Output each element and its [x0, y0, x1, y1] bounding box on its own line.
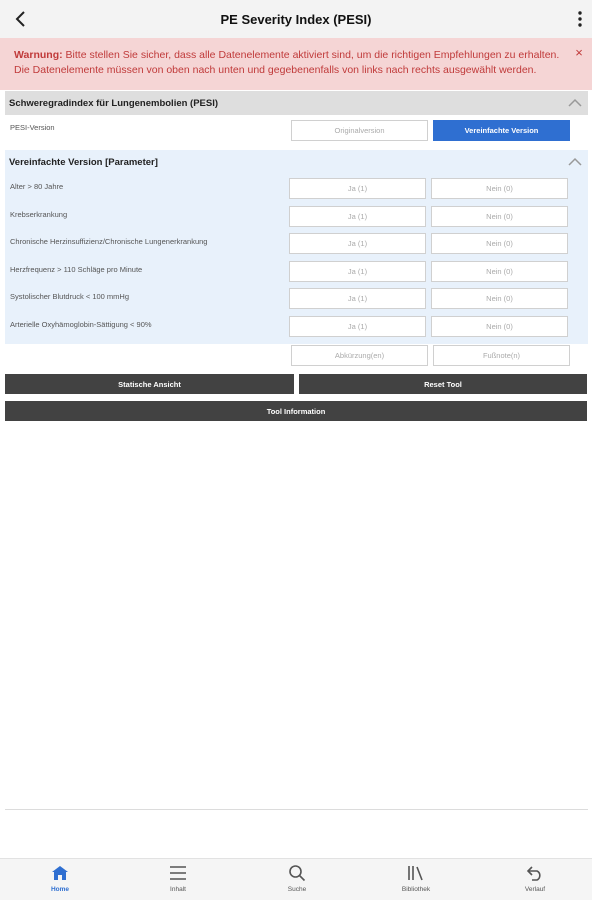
option-yes-heart-rate[interactable]: Ja (1): [289, 261, 426, 282]
option-yes-cancer[interactable]: Ja (1): [289, 206, 426, 227]
nav-suche-label: Suche: [287, 886, 307, 893]
section-title-parameters: Vereinfachte Version [Parameter]: [9, 156, 158, 168]
library-icon: [405, 863, 427, 883]
footnotes-button[interactable]: Fußnote(n): [433, 345, 570, 366]
param-label-cancer: Krebserkrankung: [10, 210, 68, 219]
reset-tool-button[interactable]: Reset Tool: [299, 374, 587, 394]
page-title: PE Severity Index (PESI): [220, 11, 372, 27]
search-icon: [286, 863, 308, 883]
parameters-block: [5, 174, 588, 344]
menu-list-icon: [167, 863, 189, 883]
nav-home-label: Home: [50, 886, 70, 893]
nav-inhalt[interactable]: [143, 863, 213, 899]
nav-bibliothek[interactable]: [381, 863, 451, 899]
option-no-heart-lung[interactable]: Nein (0): [431, 233, 568, 254]
chevron-up-icon[interactable]: [568, 97, 582, 109]
abbreviations-button[interactable]: Abkürzung(en): [291, 345, 428, 366]
app-bar: [0, 0, 592, 38]
option-no-cancer[interactable]: Nein (0): [431, 206, 568, 227]
nav-verlauf[interactable]: [500, 863, 570, 899]
option-yes-blood-pressure[interactable]: Ja (1): [289, 288, 426, 309]
param-label-oxygen: Arterielle Oxyhämoglobin-Sättigung < 90%: [10, 320, 152, 329]
pesi-version-label: PESI-Version: [10, 123, 55, 132]
tool-information-button[interactable]: Tool Information: [5, 401, 587, 421]
option-no-heart-rate[interactable]: Nein (0): [431, 261, 568, 282]
param-label-heart-lung: Chronische Herzinsuffizienz/Chronische Lungenerkrankung: [10, 237, 208, 246]
option-yes-heart-lung[interactable]: Ja (1): [289, 233, 426, 254]
nav-suche[interactable]: [262, 863, 332, 899]
content-divider: [5, 809, 588, 810]
option-originalversion[interactable]: Originalversion: [291, 120, 428, 141]
more-vertical-icon[interactable]: [570, 6, 590, 32]
option-vereinfachte-version[interactable]: Vereinfachte Version: [433, 120, 570, 141]
option-no-oxygen[interactable]: Nein (0): [431, 316, 568, 337]
warning-text: Bitte stellen Sie sicher, dass alle Datenelemente aktiviert sind, um die richtigen Empfehlungen zu erhalten. Die Datenelemente müssen von oben nach unten und gegebenenfalls von links nach rechts ausgewählt werden.: [14, 49, 560, 76]
close-icon[interactable]: ×: [575, 45, 583, 60]
nav-inhalt-label: Inhalt: [170, 886, 186, 893]
option-yes-age[interactable]: Ja (1): [289, 178, 426, 199]
home-icon: [49, 863, 71, 883]
param-label-age: Alter > 80 Jahre: [10, 182, 64, 191]
option-yes-oxygen[interactable]: Ja (1): [289, 316, 426, 337]
section-header-parameters[interactable]: [5, 150, 588, 174]
param-label-heart-rate: Herzfrequenz > 110 Schläge pro Minute: [10, 265, 143, 274]
history-undo-icon: [524, 863, 546, 883]
warning-prefix: Warnung:: [14, 49, 63, 61]
param-label-blood-pressure: Systolischer Blutdruck < 100 mmHg: [10, 292, 130, 301]
chevron-up-icon[interactable]: [568, 156, 582, 168]
back-arrow-icon[interactable]: [8, 6, 34, 32]
option-no-blood-pressure[interactable]: Nein (0): [431, 288, 568, 309]
pesi-version-row: [5, 115, 588, 145]
static-view-button[interactable]: Statische Ansicht: [5, 374, 294, 394]
warning-banner: [0, 38, 592, 90]
bottom-nav: [0, 858, 592, 900]
nav-home[interactable]: [25, 863, 95, 899]
section-title-pesi: Schweregradindex für Lungenembolien (PESI): [9, 97, 219, 109]
option-no-age[interactable]: Nein (0): [431, 178, 568, 199]
section-header-pesi[interactable]: [5, 91, 588, 115]
nav-verlauf-label: Verlauf: [524, 886, 546, 893]
nav-bibliothek-label: Bibliothek: [401, 886, 431, 893]
